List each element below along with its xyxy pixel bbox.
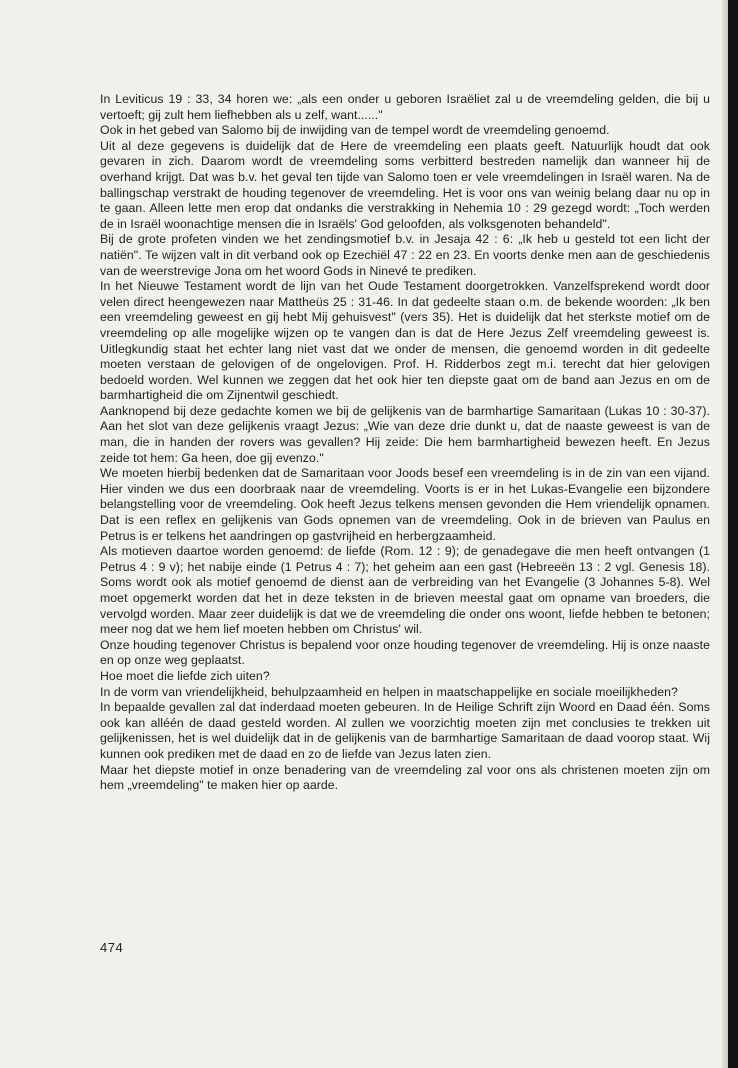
paragraph: In het Nieuwe Testament wordt de lijn van het Oude Testament doorgetrokken. Vanzelfsprekend wordt door velen direct heengewezen naar Mattheüs 25 : 31-46. In dat gedeelte staan o.m. de bekende woorden: „Ik ben een vreemdeling geweest en gij hebt Mij gehuisvest" (vers 35). Het is duidelijk dat het sterkste motief om de vreemdeling op alle mogelijke wijzen op te vangen dan is dat de Here Jezus Zelf vreemdeling geweest is. Uitlegkundig staat het echter lang niet vast dat we onder de mensen, die genoemd worden in dit gedeelte moeten verstaan de gelovigen of de ongelovigen. Prof. H. Ridderbos zegt m.i. terecht dat hier gelovigen bedoeld worden. Wel kunnen we zeggen dat het ook hier ten diepste gaat om de band aan Jezus en om de barmhartigheid die om Zijnentwil geschiedt. <box>100 279 710 403</box>
paragraph: In Leviticus 19 : 33, 34 horen we: „als een onder u geboren Israëliet zal u de vreemdeling gelden, die bij u vertoeft; gij zult hem liefhebben als u zelf, want......" <box>100 92 710 122</box>
body-text <box>100 92 710 794</box>
paragraph: Onze houding tegenover Christus is bepalend voor onze houding tegenover de vreemdeling. Hij is onze naaste en op onze weg geplaatst. <box>100 637 710 668</box>
paragraph: Uit al deze gegevens is duidelijk dat de Here de vreemdeling een plaats geeft. Natuurlijk houdt dat ook gevaren in zich. Daarom wordt de vreemdeling soms verbitterd bestreden namelijk dan wanneer hij de overhand krijgt. Dat was b.v. het geval ten tijde van Salomo toen er vele vreemdelingen in Israël waren. Na de ballingschap verstrakt de houding tegenover de vreemdeling. Het is voor ons van weinig belang daar nu op in te gaan. Alleen lette men erop dat ondanks die verstrakking in Nehemia 10 : 29 gezegd wordt: „Toch werden de in Israël woonachtige mensen die in Israëls' God geloofden, als volksgenoten behandeld". <box>100 138 710 231</box>
page-number: 474 <box>100 940 124 955</box>
paragraph: Bij de grote profeten vinden we het zendingsmotief b.v. in Jesaja 42 : 6: „Ik heb u gesteld tot een licht der natiën". Te wijzen valt in dit verband ook op Ezechiël 47 : 22 en 23. En voorts denke men aan de geschiedenis van de weerstrevige Jona om het woord Gods in Ninevé te prediken. <box>100 232 710 278</box>
paragraph: Aanknopend bij deze gedachte komen we bij de gelijkenis van de barmhartige Samaritaan (Lukas 10 : 30-37). Aan het slot van deze gelijkenis vraagt Jezus: „Wie van deze drie dunkt u, dat de naaste geweest is van de man, die in handen der rovers was gevallen? Hij zeide: Die hem barmhartigheid bewezen heeft. En Jezus zeide tot hem: Ga heen, doe gij evenzo." <box>100 403 710 465</box>
paragraph: Ook in het gebed van Salomo bij de inwijding van de tempel wordt de vreemdeling genoemd. <box>100 123 610 138</box>
paragraph: Maar het diepste motief in onze benadering van de vreemdeling zal voor ons als christenen moeten zijn om hem „vreemdeling" te maken hier op aarde. <box>100 762 710 793</box>
paragraph: Hoe moet die liefde zich uiten? <box>100 668 270 683</box>
paragraph: In bepaalde gevallen zal dat inderdaad moeten gebeuren. In de Heilige Schrift zijn Woord en Daad één. Soms ook kan alléén de daad gesteld worden. Al zullen we voorzichtig moeten zijn met conclusies te trekken uit gelijkenissen, het is wel duidelijk dat in de gelijkenis van de barmhartige Samaritaan de daad voorop staat. Wij kunnen ook prediken met de daad en zo de liefde van Jezus laten zien. <box>100 700 710 761</box>
scan-border <box>728 0 738 1068</box>
paragraph: In de vorm van vriendelijkheid, behulpzaamheid en helpen in maatschappelijke en sociale moeilijkheden? <box>100 684 678 699</box>
paragraph: We moeten hierbij bedenken dat de Samaritaan voor Joods besef een vreemdeling is in de zin van een vijand. Hier vinden we dus een doorbraak naar de vreemdeling. Voorts is er in het Lukas-Evangelie een bijzondere belangstelling voor de vreemdeling. Ook heeft Jezus telkens mensen gevonden die Hem vriendelijk opnamen. Dat is een reflex en gelijkenis van Gods opnemen van de vreemdeling. Ook in de brieven van Paulus en Petrus is er telkens het aandringen op gastvrijheid en herbergzaamheid. <box>100 466 710 543</box>
paragraph: Als motieven daartoe worden genoemd: de liefde (Rom. 12 : 9); de genadegave die men heeft ontvangen (1 Petrus 4 : 9 v); het nabije einde (1 Petrus 4 : 7); het geheim aan een gast (Hebreeën 13 : 2 vgl. Genesis 18). Soms wordt ook als motief genoemd de dienst aan de verbreiding van het Evangelie (3 Johannes 5-8). Wel moet opgemerkt worden dat het in deze teksten in de brieven meestal gaat om opname van broeders, die vervolgd worden. Maar zeer duidelijk is dat we de vreemdeling die onder ons woont, liefde hebben te betonen; meer nog dat we hem lief moeten hebben om Christus' wil. <box>100 544 710 637</box>
